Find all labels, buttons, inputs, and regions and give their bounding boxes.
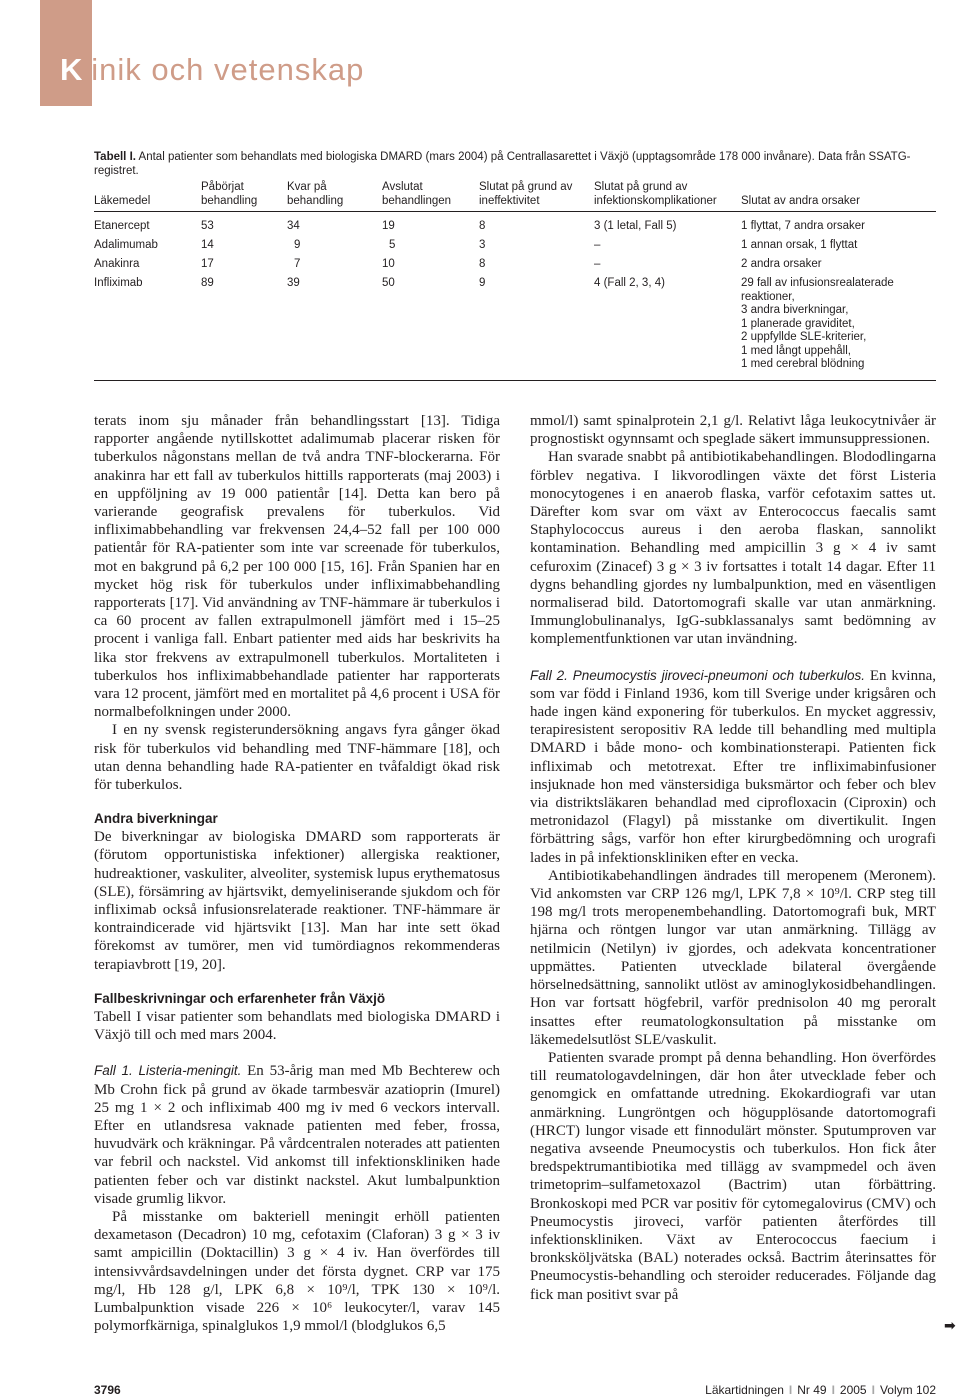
cell-ineffective: 9 [479,277,486,289]
section-header-rest: linik och vetenskap [83,52,365,87]
volume: Volym 102 [879,1383,936,1397]
cell-started: 89 [201,277,214,289]
col-header-drug: Läkemedel [94,194,151,207]
cell-infection: 3 (1 letal, Fall 5) [594,220,677,232]
col-header-remaining: Kvar på behandling [287,181,344,207]
page-number: 3796 [94,1383,121,1397]
cell-ended: 10 [382,258,395,270]
col-header-started: Påbörjat behandling [201,181,258,207]
paragraph: Patienten svarade prompt på denna behandling. Hon överfördes till reumatologavdelningen, där hon åter utvecklade feber och genomgick en omfattande utredning. Ekokardiografi var utan anmärkning. Lungröntgen och högupplösande datortomografi (HRCT) lungor visade ett finnodulärt mönster. Sputumproven var negativa avseende Pneumocystis och tuberkulos. Hon fick åter bredspektrumantibiotika med tillägg av svampmedel och även trimetoprim–sulfametoxazol (Bactrim) utan förbättring. Bronkoskopi med PCR var positiv för cytomegalovirus (CMV) och Pneumocystis jiroveci, varför patienten återfördes till infektionskliniken. Växt av Enterococcus faecium i bronksköljvätska (BAL) noterades också. Bactrim återinsattes för Pneumocystis-behandling och steroider reducerades. Följande dag fick man positivt svar på [530,1049,936,1303]
separator: I [831,1383,835,1397]
cell-drug: Adalimumab [94,239,158,251]
paragraph: Han svarade snabbt på antibiotikabehandlingen. Blododlingarna förblev negativa. I likvorodlingen växte det först Listeria monocytogenes i en anaerob flaska, varför cefotaxim sattes ut. Därefter kom svar om växt av Enterococcus faecalis samt Staphylococcus aureus i den aeroba flaskan, sannolikt kontamination. Behandling med ampicillin 3 g × 4 iv samt cefuroxim (Zinacef) 3 g × 3 iv fortsattes i totalt 14 dagar. Efter 11 dygns behandling gjordes ny lumbalpunktion, med en väsentligen normaliserad bild. Datortomografi skalle var utan anmärkning. Immunglobulinanalys, IgG-subklassanalys samt bedömning av komplementfunktionen var utan invändning. [530,449,936,648]
case-1-label: Fall 1. Listeria-meningit. [94,1063,242,1079]
table-row [94,258,936,277]
cell-ineffective: 8 [479,220,486,232]
col-header-infection: Slutat på grund av infektionskomplikationer [594,181,717,207]
cell-drug: Etanercept [94,220,150,232]
separator: I [871,1383,875,1397]
body-column-left [94,412,500,1335]
cell-infection: – [594,239,601,251]
col-header-ended: Avslutat behandlingen [382,181,452,207]
cell-remaining: 39 [287,277,300,289]
continue-arrow-icon: ➡ [944,1318,956,1334]
section-header-initial: K [60,52,84,87]
table-caption-text: Antal patienter som behandlats med biologiska DMARD (mars 2004) på Centrallasarettet i Växjö (upptagsområde 178 000 invånare). Data från SSATG-registret. [94,151,911,177]
table-header-row [94,181,936,212]
cell-other: 2 andra orsaker [741,258,822,270]
case-2-paragraph: Fall 2. Pneumocystis jiroveci-pneumoni och tuberkulos. En kvinna, som var född i Finland 1936, kom till Sverige under krigsåren och hade ingen känd exponering för tuberkulos. En mycket aggressiv, terapiresistent seropositiv RA ledde till behandling med multipla DMARD i både mono- och kombinationsterapi. Patienten fick infliximab och metotrexat. Efter tre infliximabinfusioner insjuknade hon med vänstersidiga buksmärtor och feber och blev via distriktsläkaren behandlad med ciprofloxacin (Ciproxin) och metronidazol (Flagyl) på misstanke om divertikulit. Ingen förbättring sågs, varför hon efter kirurgbedömning och urografi lades in på infektionskliniken efter en vecka. [530,667,936,866]
cell-remaining: 7 [294,258,301,270]
paragraph: Tabell I visar patienter som behandlats med biologiska DMARD i Växjö till och med mars 2004. [94,1008,500,1044]
col-header-other: Slutat av andra orsaker [741,194,860,207]
footer-journal-info [705,1383,936,1397]
issue-number: Nr 49 [797,1383,827,1397]
paragraph: terats inom sju månader från behandlingsstart [13]. Tidiga rapporter angående nytillskottet adalimumab placerar risken för tuberkulos någonstans mellan de två andra TNF-blockerarna. För anakinra har ett fall av tuberkulos hittills rapporterats (maj 2003) i en uppföljning av 19 000 patientår [14]. Detta kan bero på varierande geografisk prevalens för tuberkulos. Vid infliximabbehandling var frekvensen 24,4–52 fall per 100 000 patientår för RA-patienter som inte var screenade för tuberkulos, mot en bakgrund på 6,2 per 100 000 [15, 16]. Från Spanien har en mycket hög risk för tuberkulos under infliximabbehandling rapporterats [17]. Vid användning av TNF-hämmare är tuberkulos i ca 60 procent av fallen extrapulmonell jämfört med i 15–25 procent i vanliga fall. Enbart patienter med aids har beskrivits ha lika stor frekvens av extrapulmonell tuberkulos. Mortaliteten i tuberkulos hos infliximabbehandlade patienter har rapporterats vara 12 procent, jämfört med en mortalitet på 4,6 procent i USA för normalbefolkningen under 2000. [94,413,500,721]
cell-started: 17 [201,258,214,270]
table-row [94,212,936,240]
cell-started: 14 [201,239,214,251]
table-header [94,181,936,212]
col-header-ineffective: Slutat på grund av ineffektivitet [479,181,573,207]
cell-other: 1 annan orsak, 1 flyttat [741,239,858,251]
cell-remaining: 34 [287,220,300,232]
separator: I [788,1383,793,1397]
case-1-paragraph: Fall 1. Listeria-meningit. En 53-årig man med Mb Bechterew och Mb Crohn fick på grund av ökade tarmbesvär azatioprin (Imurel) 25 mg 1 × 2 och infliximab 400 mg iv med 6 veckors intervall. Efter en utlandsresa vaknade patienten med feber, frossa, huvudvärk och kräkningar. På vårdcentralen noterades att patienten var febril och nackstel. Vid ankomst till infektionskliniken hade patienten feber och var distinkt nackstel. Akut lumbalpunktion visade grumlig likvor. [94,1063,501,1207]
cell-ended: 50 [382,277,395,289]
cell-drug: Anakinra [94,258,140,270]
cell-remaining: 9 [294,239,301,251]
table-caption [94,150,936,178]
data-table [94,181,936,381]
cell-ended: 19 [382,220,395,232]
case-2-label: Fall 2. Pneumocystis jiroveci-pneumoni och tuberkulos. [530,667,866,683]
paragraph: I en ny svensk registerundersökning angavs fyra gånger ökad risk för tuberkulos vid behandling med TNF-hämmare [18], och utan denna behandling hade RA-patienter en tvåfaldigt ökad risk för tuberkulos. [94,722,500,794]
table-body [94,212,936,381]
cell-ineffective: 3 [479,239,486,251]
cell-ended: 5 [389,239,396,251]
paragraph: De biverkningar av biologiska DMARD som rapporterats är (förutom opportunistiska infektioner) allergiska reaktioner, hudreaktioner, vaskuliter, alveoliter, systemisk lupus erythematosus (SLE), försämring av hjärtsvikt, demyeliniserande sjukdom och för infliximab också infusionsrelaterade reaktioner. TNF-hämmare är kontraindicerade vid hjärtsvikt [13]. Man har inte sett ökad förekomst av tumörer, men vid tumördiagnos rekommenderas terapiavbrott [19, 20]. [94,829,500,973]
paragraph: Antibiotikabehandlingen ändrades till meropenem (Meronem). Vid ankomsten var CRP 126 mg/l, LPK 7,8 × 10⁹/l. CRP steg till 198 mg/l trots meropenembehandling. Datortomografi buk, MRT hjärna och röntgen lungor var utan anmärkning. Tillägg av netilmicin (Netilyn) iv gjordes, och adekvata koncentrationer uppmättes. Patienten utvecklade bilateral övergående hörselnedsättning, sannolikt utlöst av aminoglykosidbehandlingen. Hon var fortsatt högfebril, varför prednisolon 40 mg peroralt insattes efter reumatologkonsultation på misstanke om läkemedelsutlöst SLE/vaskulit. [530,867,936,1048]
paragraph: mmol/l) samt spinalprotein 2,1 g/l. Relativt låga leukocytnivåer är prognostiskt ogynnsamt och speglade säkert immunsuppressionen. [530,413,936,448]
cell-other: 1 flyttat, 7 andra orsaker [741,220,866,232]
subheading-side-effects: Andra biverkningar [94,811,218,827]
table-row [94,277,936,380]
cell-other: 29 fall av infusionsrealaterade reaktioner, 3 andra biverkningar, 1 planerade graviditet, 2 uppfyllde SLE-kriterier, 1 med långt uppehåll, 1 med cerebral blödning [741,277,894,370]
cell-started: 53 [201,220,214,232]
cell-ineffective: 8 [479,258,486,270]
section-header [60,52,364,88]
body-column-right [530,412,936,1304]
table-caption-label: Tabell I. [94,151,136,163]
table-row [94,239,936,258]
cell-drug: Infliximab [94,277,143,289]
cell-infection: 4 (Fall 2, 3, 4) [594,277,665,289]
year: 2005 [839,1383,867,1397]
paragraph: På misstanke om bakteriell meningit erhöll patienten dexametason (Decadron) 10 mg, cefotaxim (Claforan) 3 g × 3 iv samt ampicillin (Doktacillin) 3 g × 4 iv. Han överfördes till intensivvårdsavdelningen under det första dygnet. CRP var 175 mg/l, Hb 128 g/l, LPK 6,8 × 10⁹/l, TPK 130 × 10⁹/l. Lumbalpunktion visade 226 × 10⁶ leukocyter/l, varav 145 polymorfkärniga, spinalglukos 1,9 mmol/l (blodglukos 6,5 [94,1208,500,1335]
cell-infection: – [594,258,601,270]
journal-name: Läkartidningen [705,1383,784,1397]
subheading-case-reports: Fallbeskrivningar och erfarenheter från Växjö [94,990,386,1006]
